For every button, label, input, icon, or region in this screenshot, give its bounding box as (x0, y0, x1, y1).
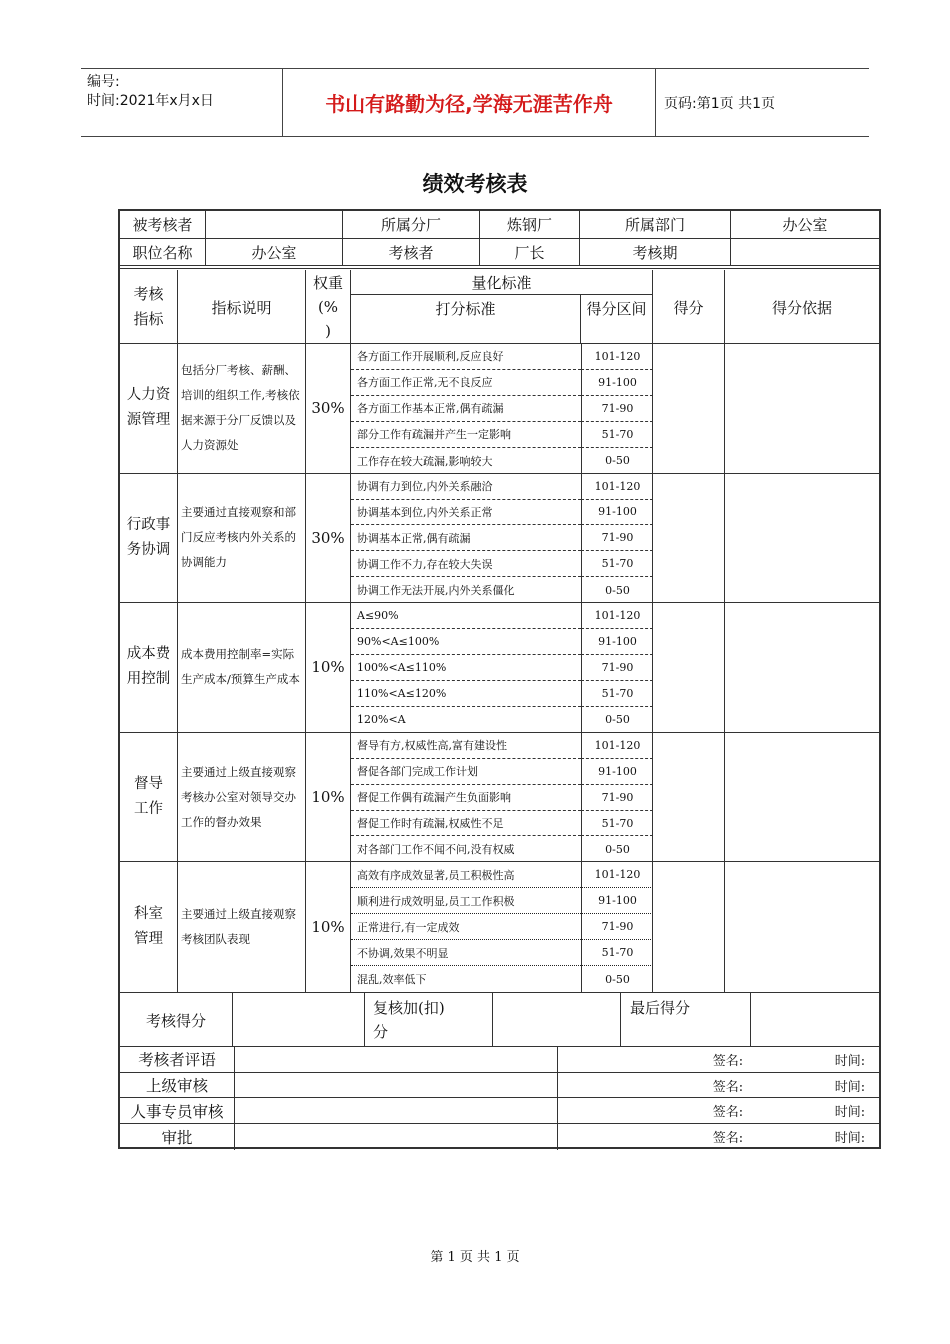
signature-area (557, 1124, 879, 1150)
col-range: 得分区间 (580, 295, 652, 344)
indicator-name: 科室 管理 (134, 906, 163, 948)
approval-row (120, 1098, 879, 1124)
scoring-standard: 混乱,效率低下 (357, 973, 427, 987)
score-label: 考核得分 (145, 1011, 206, 1030)
score-field[interactable] (652, 344, 724, 473)
approval-label: 人事专员审核 (130, 1102, 224, 1121)
indicator-name: 行政事 务协调 (126, 516, 171, 558)
scoring-rows (350, 474, 652, 603)
scoring-standard: 顺利进行成效明显,员工工作积极 (351, 888, 581, 914)
basis-field[interactable] (724, 733, 879, 862)
score-range: 0-50 (581, 836, 653, 862)
indicator-description: 包括分厂考核、薪酬、培训的组织工作,考核依据来源于分厂反馈以及人力资源处 (177, 344, 305, 473)
score-range: 51-70 (581, 551, 653, 577)
signature-area (557, 1073, 879, 1098)
final-label: 最后得分 (620, 993, 750, 1047)
indicator-sections (120, 344, 879, 992)
scoring-standard: 督促工作时有疏漏,权威性不足 (351, 811, 581, 837)
comment-field[interactable] (234, 1047, 557, 1072)
scoring-standard: 各方面工作基本正常,偶有疏漏 (351, 396, 581, 422)
scoring-standard: 协调有力到位,内外关系融洽 (351, 474, 581, 500)
basis-field[interactable] (724, 603, 879, 732)
review-field[interactable] (492, 993, 620, 1047)
score-field[interactable] (652, 862, 724, 992)
header-page-info: 页码:第1页 共1页 (664, 95, 775, 112)
scoring-rows (350, 603, 652, 732)
column-header (120, 270, 879, 344)
scoring-standard: 部分工作有疏漏并产生一定影响 (351, 422, 581, 448)
indicator-weight: 30% (305, 474, 350, 603)
score-field[interactable] (652, 603, 724, 732)
col-basis: 得分依据 (724, 270, 879, 344)
header-meta (81, 69, 281, 136)
approval-row (120, 1073, 879, 1099)
score-range: 51-70 (581, 422, 653, 448)
score-range: 71-90 (581, 655, 653, 681)
scoring-standard: 110%<A≤120% (351, 681, 581, 707)
sign-label: 签名: (712, 1053, 744, 1069)
score-range: 0-50 (581, 966, 653, 992)
dept-field[interactable]: 办公室 (730, 211, 879, 239)
score-range: 91-100 (581, 500, 653, 526)
position-label: 职位名称 (120, 239, 205, 266)
header-motto: 书山有路勤为径,学海无涯苦作舟 (282, 69, 656, 136)
score-range: 0-50 (581, 707, 653, 733)
score-range: 101-120 (581, 733, 653, 759)
basis-field[interactable] (724, 344, 879, 473)
score-field[interactable] (652, 474, 724, 603)
col-description: 指标说明 (177, 270, 305, 344)
col-indicator: 考核 指标 (133, 285, 164, 328)
indicator-description: 主要通过上级直接观察考核办公室对领导交办工作的督办效果 (177, 733, 305, 862)
period-label: 考核期 (579, 239, 730, 266)
score-range: 71-90 (581, 914, 653, 940)
dept-label: 所属部门 (579, 211, 730, 239)
indicator-description: 成本费用控制率=实际生产成本/预算生产成本 (177, 603, 305, 732)
summary-row (120, 992, 879, 1046)
branch-field[interactable]: 炼钢厂 (479, 211, 579, 239)
scoring-standard: 高效有序成效显著,员工积极性高 (351, 862, 581, 888)
scoring-standard: 各方面工作正常,无不良反应 (351, 370, 581, 396)
score-range: 91-100 (581, 370, 653, 396)
scoring-standard: 100%<A≤110% (351, 655, 581, 681)
indicator-name: 成本费 用控制 (126, 646, 171, 688)
score-range: 101-120 (581, 344, 653, 370)
indicator-weight: 30% (305, 344, 350, 473)
time-label: 时间: (834, 1079, 866, 1095)
col-scoring: 打分标准 (350, 295, 580, 344)
col-weight: 权重 (% ) (305, 270, 350, 344)
indicator-weight: 10% (305, 603, 350, 732)
score-field[interactable] (232, 993, 364, 1047)
final-field[interactable] (750, 993, 879, 1047)
score-range: 91-100 (581, 629, 653, 655)
page-title: 绩效考核表 (422, 172, 528, 196)
comment-field[interactable] (234, 1073, 557, 1098)
scoring-rows (350, 344, 652, 473)
indicator-section (120, 862, 879, 992)
indicator-name: 督导 工作 (134, 776, 163, 818)
score-range: 101-120 (581, 862, 653, 888)
score-range: 101-120 (581, 603, 653, 629)
indicator-weight: 10% (305, 733, 350, 862)
approval-row (120, 1124, 879, 1150)
score-range: 51-70 (581, 940, 653, 966)
score-range: 91-100 (581, 759, 653, 785)
indicator-section (120, 733, 879, 863)
approval-rows (120, 1046, 879, 1149)
time-label: 时间: (834, 1131, 866, 1147)
scoring-standard: 正常进行,有一定成效 (351, 914, 581, 940)
scoring-standard: 不协调,效果不明显 (351, 940, 581, 966)
comment-field[interactable] (234, 1124, 557, 1150)
comment-field[interactable] (234, 1098, 557, 1123)
scoring-standard: 90%<A≤100% (351, 629, 581, 655)
time-label: 时间:2021年x月x日 (87, 93, 214, 109)
approval-label: 考核者评语 (138, 1051, 216, 1070)
score-range: 71-90 (581, 785, 653, 811)
indicator-description: 主要通过上级直接观察考核团队表现 (177, 862, 305, 992)
period-field[interactable] (730, 239, 879, 266)
scoring-standard: 协调基本到位,内外关系正常 (351, 500, 581, 526)
scoring-standard: 120%<A (357, 713, 406, 727)
signature-area (557, 1098, 879, 1123)
basis-field[interactable] (724, 862, 879, 992)
score-range: 101-120 (581, 474, 653, 500)
document-header (81, 68, 869, 137)
branch-label: 所属分厂 (342, 211, 479, 239)
scoring-standard: 对各部门工作不闻不问,没有权威 (357, 843, 515, 857)
col-score: 得分 (652, 270, 724, 344)
score-range: 51-70 (581, 681, 653, 707)
score-range: 51-70 (581, 811, 653, 837)
indicator-section (120, 603, 879, 733)
time-label: 时间: (834, 1105, 866, 1121)
approval-label: 审批 (161, 1128, 193, 1147)
indicator-name: 人力资 源管理 (126, 387, 171, 429)
indicator-section (120, 344, 879, 474)
scoring-standard: 督导有方,权威性高,富有建设性 (351, 733, 581, 759)
indicator-section (120, 474, 879, 604)
scoring-standard: A≤90% (351, 603, 581, 629)
assessment-form (118, 209, 881, 1149)
approval-label: 上级审核 (145, 1077, 208, 1096)
score-range: 71-90 (581, 525, 653, 551)
sign-label: 签名: (712, 1079, 744, 1095)
scoring-rows (350, 733, 652, 862)
signature-area (557, 1047, 879, 1072)
page-footer: 第 1 页 共 1 页 (430, 1250, 520, 1265)
position-field[interactable]: 办公室 (205, 239, 342, 266)
review-label: 复核加(扣) 分 (364, 993, 492, 1047)
score-range: 0-50 (581, 448, 653, 474)
examiner-label: 考核者 (342, 239, 479, 266)
sign-label: 签名: (712, 1131, 744, 1147)
sign-label: 签名: (712, 1105, 744, 1121)
examinee-field[interactable] (205, 211, 342, 239)
scoring-standard: 各方面工作开展顺利,反应良好 (351, 344, 581, 370)
indicator-description: 主要通过直接观察和部门反应考核内外关系的协调能力 (177, 474, 305, 603)
scoring-standard: 协调工作不力,存在较大失误 (351, 551, 581, 577)
score-field[interactable] (652, 733, 724, 862)
indicator-weight: 10% (305, 862, 350, 992)
time-label: 时间: (834, 1053, 866, 1069)
scoring-standard: 督促工作偶有疏漏产生负面影响 (351, 785, 581, 811)
double-rule (120, 268, 879, 269)
score-range: 71-90 (581, 396, 653, 422)
approval-row (120, 1047, 879, 1073)
examinee-label: 被考核者 (120, 211, 205, 239)
examiner-field[interactable]: 厂长 (479, 239, 579, 266)
col-quant: 量化标准 (350, 270, 652, 295)
number-label: 编号: (87, 74, 120, 90)
scoring-standard: 协调基本正常,偶有疏漏 (351, 525, 581, 551)
scoring-standard: 督促各部门完成工作计划 (351, 759, 581, 785)
scoring-standard: 工作存在较大疏漏,影响较大 (357, 454, 493, 468)
score-range: 0-50 (581, 577, 653, 603)
basis-field[interactable] (724, 474, 879, 603)
scoring-standard: 协调工作无法开展,内外关系僵化 (357, 584, 515, 598)
scoring-rows (350, 862, 652, 992)
score-range: 91-100 (581, 888, 653, 914)
